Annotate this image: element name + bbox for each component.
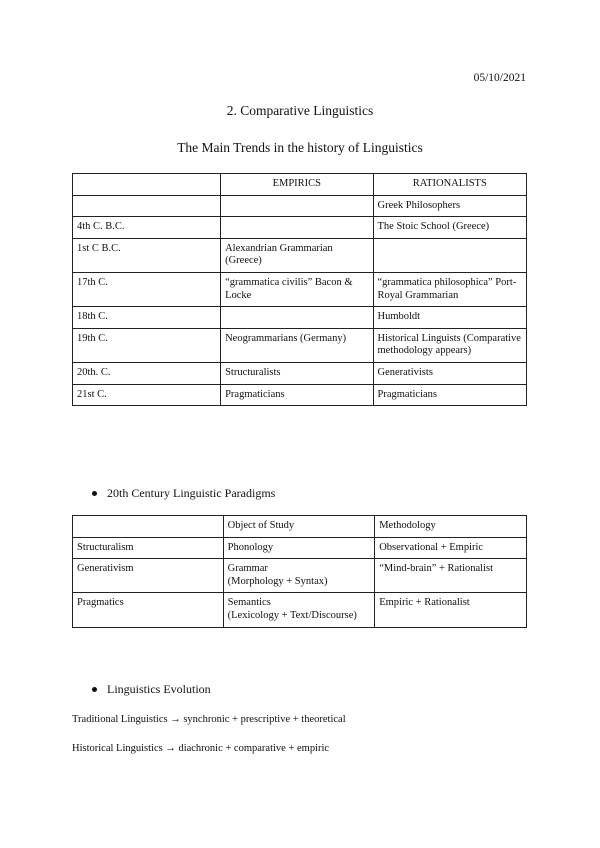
- bullet-label: 20th Century Linguistic Paradigms: [107, 486, 276, 500]
- table-cell: The Stoic School (Greece): [373, 217, 527, 239]
- table-header-row: [73, 516, 527, 538]
- table-header-cell: RATIONALISTS: [373, 174, 527, 196]
- table-cell: 4th C. B.C.: [73, 217, 221, 239]
- table-header-cell: Object of Study: [223, 516, 375, 538]
- table-row: [73, 328, 527, 362]
- document-title: 2. Comparative Linguistics: [226, 103, 374, 118]
- table-row: [73, 272, 527, 306]
- table-cell: Humboldt: [373, 307, 527, 329]
- document-subtitle: The Main Trends in the history of Linguistics: [177, 140, 423, 155]
- table-cell: Phonology: [223, 537, 375, 559]
- table-cell: Generativists: [373, 362, 527, 384]
- table-cell: [221, 307, 373, 329]
- table-row: [73, 593, 527, 627]
- table-cell: Observational + Empiric: [375, 537, 527, 559]
- table-cell: 19th C.: [73, 328, 221, 362]
- evolution-line-traditional: Traditional Linguistics → synchronic + prescriptive + theoretical: [72, 714, 346, 725]
- table-row: [73, 238, 527, 272]
- table-cell: Neogrammarians (Germany): [221, 328, 373, 362]
- table-cell: [73, 195, 221, 217]
- table-cell: “Mind-brain” + Rationalist: [375, 559, 527, 593]
- table-cell: [373, 238, 527, 272]
- table-cell: Pragmaticians: [373, 384, 527, 406]
- table-row: [73, 537, 527, 559]
- bullet-dot-icon: [92, 687, 97, 692]
- table-row: [73, 307, 527, 329]
- table-cell: Structuralism: [73, 537, 224, 559]
- document-date: 05/10/2021: [473, 72, 526, 84]
- table-row: [73, 384, 527, 406]
- table-cell: Structuralists: [221, 362, 373, 384]
- table-row: [73, 559, 527, 593]
- table-row: [73, 362, 527, 384]
- table-cell: [221, 195, 373, 217]
- table-cell: 1st C B.C.: [73, 238, 221, 272]
- trends-table: [72, 173, 527, 406]
- table-cell: Pragmaticians: [221, 384, 373, 406]
- bullet-label: Linguistics Evolution: [107, 682, 211, 696]
- table-header-cell: [73, 174, 221, 196]
- table-cell: Pragmatics: [73, 593, 224, 627]
- table-row: [73, 195, 527, 217]
- table-cell: “grammatica philosophica” Port-Royal Grammarian: [373, 272, 527, 306]
- table-cell: Greek Philosophers: [373, 195, 527, 217]
- bullet-dot-icon: [92, 491, 97, 496]
- bullet-item-evolution: [92, 682, 211, 697]
- evolution-line-historical: Historical Linguistics → diachronic + comparative + empiric: [72, 743, 330, 754]
- table-cell: Generativism: [73, 559, 224, 593]
- table-cell: 17th C.: [73, 272, 221, 306]
- bullet-item-paradigms: [92, 486, 275, 501]
- paradigms-table: [72, 515, 527, 628]
- table-header-cell: [73, 516, 224, 538]
- table-cell: Semantics (Lexicology + Text/Discourse): [223, 593, 375, 627]
- table-header-cell: EMPIRICS: [221, 174, 373, 196]
- table-cell: 18th C.: [73, 307, 221, 329]
- table-cell: [221, 217, 373, 239]
- table-cell: Empiric + Rationalist: [375, 593, 527, 627]
- table-cell: 20th. C.: [73, 362, 221, 384]
- table-cell: Historical Linguists (Comparative methodology appears): [373, 328, 527, 362]
- table-cell: Alexandrian Grammarian (Greece): [221, 238, 373, 272]
- table-cell: 21st C.: [73, 384, 221, 406]
- table-header-cell: Methodology: [375, 516, 527, 538]
- table-row: [73, 217, 527, 239]
- table-header-row: [73, 174, 527, 196]
- table-cell: “grammatica civilis” Bacon & Locke: [221, 272, 373, 306]
- table-cell: Grammar (Morphology + Syntax): [223, 559, 375, 593]
